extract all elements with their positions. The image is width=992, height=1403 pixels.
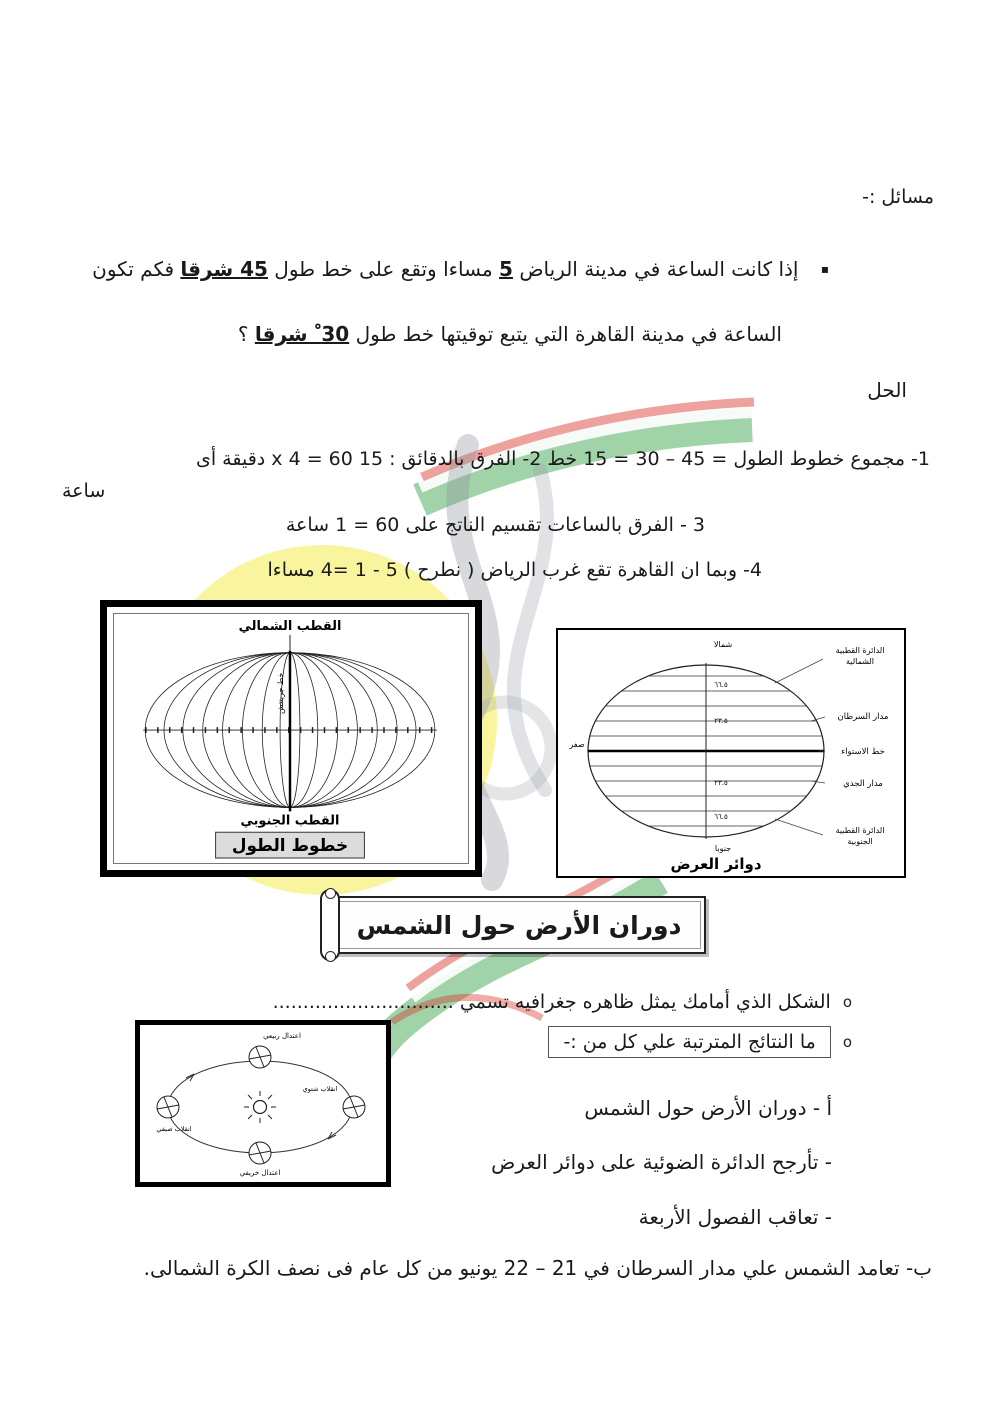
zero-label: صفر xyxy=(569,740,585,749)
banner-title: دوران الأرض حول الشمس xyxy=(332,896,706,954)
question-text: الساعة في مدينة القاهرة التي يتبع توقيتها خط طول xyxy=(355,322,782,346)
svg-text:٦٦.٥: ٦٦.٥ xyxy=(714,681,728,689)
title-banner xyxy=(320,893,706,957)
solution-step-1-wrap: ساعة xyxy=(62,480,106,502)
figure-longitude xyxy=(100,600,482,877)
figure-longitude-frame xyxy=(113,613,469,864)
answer-item-a: أ - دوران الأرض حول الشمس xyxy=(584,1096,832,1120)
north-pole-label: القطب الشمالي xyxy=(238,618,342,634)
south-pole-label: القطب الجنوبي xyxy=(240,813,340,829)
figure-latitude xyxy=(556,628,906,878)
sun-icon xyxy=(244,1091,276,1123)
antarctic-circle-label: الجنوبية xyxy=(847,837,873,846)
question-longitude-45: 45 شرقا xyxy=(180,257,268,281)
question-longitude-30: 30 ْ شرقا xyxy=(254,322,350,346)
phenomenon-question-text: الشكل الذي أمامك يمثل ظاهره جغرافيه تسمي .............................. xyxy=(272,991,831,1013)
autumn-equinox-label: اعتدال خريفي xyxy=(239,1169,281,1177)
o-bullet-icon: o xyxy=(842,1033,852,1051)
answer-item-a-sub2: - تعاقب الفصول الأربعة xyxy=(638,1205,832,1229)
solution-step-4: 4- وبما ان القاهرة تقع غرب الرياض ( نطرح ) 5 - 1 =4 مساءا xyxy=(267,559,762,581)
north-label: شمالا xyxy=(713,640,733,649)
square-bullet-icon: ▪ xyxy=(820,262,829,276)
orbit-diagram xyxy=(142,1027,384,1180)
tropic-of-cancer-label: مدار السرطان xyxy=(837,712,889,722)
question-o-1 xyxy=(273,991,852,1013)
latitude-caption: دوائر العرض xyxy=(670,855,762,873)
answer-item-a-sub1: - تأرجح الدائرة الضوئية على دوائر العرض xyxy=(491,1150,832,1174)
antarctic-circle-label: الدائرة القطبية xyxy=(835,826,885,835)
problems-header: مسائل :- xyxy=(862,186,934,208)
longitude-caption: خطوط الطول xyxy=(231,835,349,856)
solution-step-1: 1- مجموع خطوط الطول = 45 – 30 = 15 خط 2- الفرق بالدقائق : 15 x 4 = 60 دقيقة أى xyxy=(195,448,930,470)
o-bullet-icon: o xyxy=(842,993,852,1011)
earth-autumn xyxy=(249,1142,271,1164)
summer-solstice-label: انقلاب صيفي xyxy=(156,1125,192,1133)
earth-spring xyxy=(249,1046,271,1068)
earth-summer xyxy=(157,1096,179,1118)
question-text: فكم تكون xyxy=(92,257,175,281)
tropic-of-capricorn-label: مدار الجدي xyxy=(843,779,883,789)
longitude-diagram xyxy=(114,614,466,861)
scroll-roll-icon xyxy=(320,889,340,961)
solution-title: الحل xyxy=(867,378,907,402)
arctic-circle-label: الشمالية xyxy=(846,657,874,666)
greenwich-label: خط جرينتش xyxy=(276,672,286,715)
question-line-1 xyxy=(92,257,829,281)
question-hour-value: 5 xyxy=(499,257,513,281)
question-text: إذا كانت الساعة في مدينة الرياض xyxy=(519,257,799,281)
question-text: ؟ xyxy=(237,322,249,346)
svg-text:٢٣.٥: ٢٣.٥ xyxy=(714,779,728,787)
arctic-circle-label: الدائرة القطبية xyxy=(835,646,885,655)
question-text: مساءا وتقع على خط طول xyxy=(274,257,493,281)
equator-label: خط الاستواء xyxy=(841,747,885,757)
solution-step-3: 3 - الفرق بالساعات تقسيم الناتج على 60 = 1 ساعة xyxy=(285,514,705,536)
question-o-2 xyxy=(548,1026,852,1058)
latitude-diagram xyxy=(561,633,901,873)
question-line-2 xyxy=(238,322,782,346)
svg-text:٢٣.٥: ٢٣.٥ xyxy=(714,717,728,725)
svg-text:٦٦.٥: ٦٦.٥ xyxy=(714,813,728,821)
south-label: جنوبا xyxy=(714,844,732,853)
answer-item-b: ب- تعامد الشمس علي مدار السرطان في 21 – 22 يونيو من كل عام فى نصف الكرة الشمالى. xyxy=(143,1256,932,1280)
spring-equinox-label: اعتدال ربيعي xyxy=(263,1032,301,1040)
earth-winter xyxy=(343,1096,365,1118)
results-question-box: ما النتائج المترتبة علي كل من :- xyxy=(548,1026,830,1058)
figure-earth-orbit xyxy=(135,1020,391,1187)
winter-solstice-label: انقلاب شتوي xyxy=(302,1085,338,1093)
